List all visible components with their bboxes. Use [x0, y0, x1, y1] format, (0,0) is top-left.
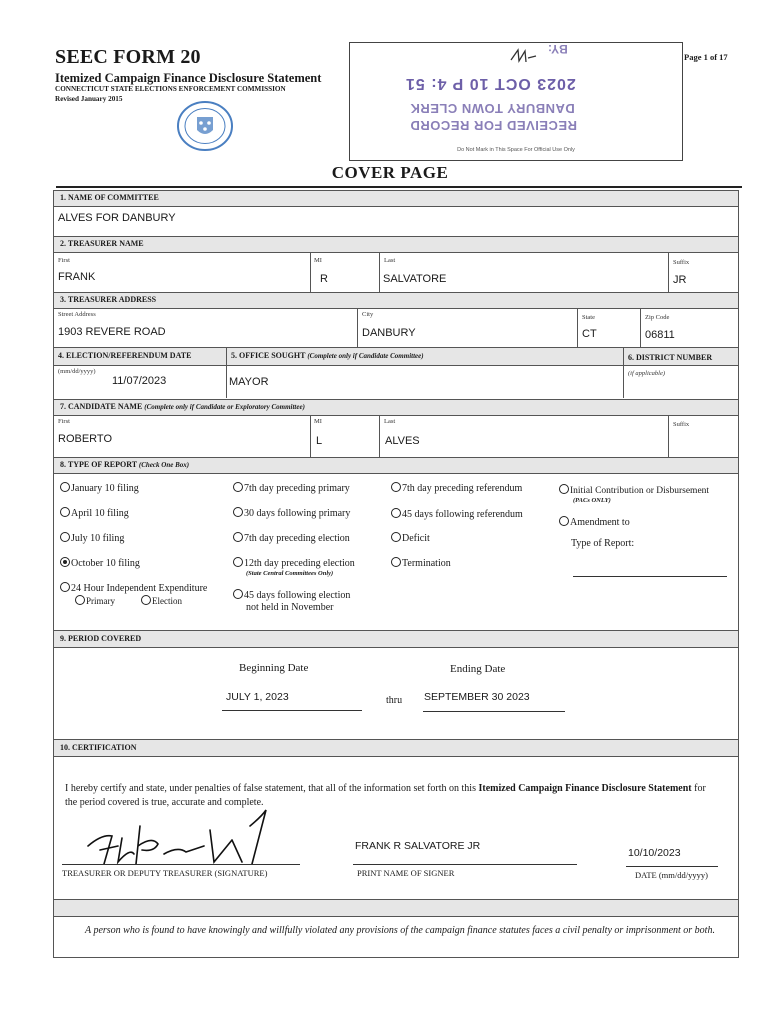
candidate-note: (Complete only if Candidate or Exploratory Committee) — [144, 403, 305, 411]
candidate-title: 7. CANDIDATE NAME — [60, 402, 143, 411]
radio-icon — [60, 582, 70, 592]
field-label-last: Last — [384, 418, 396, 425]
field-label-first: First — [58, 418, 70, 425]
radio-icon — [233, 532, 243, 542]
penalty-notice: A person who is found to have knowingly and willfully violated any provisions of the campaign finance statutes faces a civil penalty or imprisonment or both. — [85, 925, 715, 936]
title-rule — [56, 186, 742, 188]
option-label: Amendment to — [570, 517, 630, 528]
section-label-treasurer-name: 2. TREASURER NAME — [60, 239, 144, 248]
office-sought-title: 5. OFFICE SOUGHT — [231, 351, 306, 360]
section-label-period: 9. PERIOD COVERED — [60, 634, 142, 643]
date-format-hint: (mm/dd/yyyy) — [58, 368, 96, 375]
field-label-last: Last — [384, 257, 396, 264]
beginning-date-line — [222, 710, 362, 711]
option-amendment[interactable] — [559, 516, 630, 528]
radio-icon — [391, 532, 401, 542]
form-title: SEEC FORM 20 — [55, 46, 201, 68]
option-label: July 10 filing — [71, 533, 125, 544]
radio-icon — [75, 595, 85, 605]
signed-date-label: DATE (mm/dd/yyyy) — [635, 870, 708, 880]
option-deficit[interactable] — [391, 532, 430, 544]
option-october-10[interactable] — [60, 557, 140, 569]
option-label: January 10 filing — [71, 483, 139, 494]
amendment-type-line[interactable] — [573, 576, 727, 577]
divider — [668, 416, 669, 457]
option-label: 30 days following primary — [244, 508, 351, 519]
treasurer-suffix-field[interactable]: JR — [673, 274, 687, 286]
clerk-initials-icon — [508, 46, 538, 66]
street-address-field[interactable]: 1903 REVERE ROAD — [58, 326, 166, 338]
radio-icon — [559, 516, 569, 526]
signed-date-line — [626, 866, 718, 867]
option-7th-day-election[interactable] — [233, 532, 350, 544]
radio-icon — [559, 484, 569, 494]
option-label: Termination — [402, 558, 451, 569]
report-type-title: 8. TYPE OF REPORT — [60, 460, 137, 469]
option-label: 7th day preceding primary — [244, 483, 350, 494]
option-45-days-election-line2: not held in November — [246, 602, 334, 613]
field-label-suffix: Suffix — [673, 421, 690, 428]
radio-icon — [233, 557, 243, 567]
candidate-last-name-field[interactable]: ALVES — [385, 435, 420, 447]
radio-icon — [233, 507, 243, 517]
option-24-hour-independent[interactable] — [60, 582, 207, 594]
field-label-mi: MI — [314, 418, 322, 425]
official-use-note: Do Not Mark in This Space For Official Use Only — [457, 147, 575, 153]
page-number: Page 1 of 17 — [684, 52, 728, 62]
option-30-days-primary[interactable] — [233, 507, 350, 519]
option-label: Deficit — [402, 533, 430, 544]
beginning-date-field[interactable]: JULY 1, 2023 — [226, 691, 289, 703]
divider — [379, 416, 380, 457]
print-name-field[interactable]: FRANK R SALVATORE JR — [355, 840, 481, 852]
option-initial-contribution[interactable] — [559, 484, 709, 496]
cover-page-title: COVER PAGE — [331, 163, 449, 182]
state-central-note: (State Central Committees Only) — [246, 570, 334, 577]
option-label: Primary — [86, 596, 115, 606]
signature-label: TREASURER OR DEPUTY TREASURER (SIGNATURE) — [62, 868, 268, 878]
report-type-note: (Check One Box) — [138, 461, 190, 469]
signed-date-field[interactable]: 10/10/2023 — [628, 847, 681, 859]
option-label: 45 days following referendum — [402, 509, 523, 520]
divider — [623, 347, 624, 398]
option-45-days-election[interactable] — [233, 589, 350, 601]
form-subtitle: Itemized Campaign Finance Disclosure Statement — [55, 71, 322, 85]
agency-name: CONNECTICUT STATE ELECTIONS ENFORCEMENT COMMISSION — [55, 85, 286, 93]
beginning-date-label: Beginning Date — [239, 662, 309, 674]
option-label: 12th day preceding election — [244, 558, 355, 569]
option-election[interactable] — [141, 595, 182, 606]
candidate-first-name-field[interactable]: ROBERTO — [58, 433, 112, 445]
field-label-mi: MI — [314, 257, 322, 264]
city-field[interactable]: DANBURY — [362, 327, 416, 339]
section-band — [54, 739, 738, 757]
radio-icon — [141, 595, 151, 605]
stamp-by-label: BY: — [548, 42, 568, 56]
radio-icon — [60, 482, 70, 492]
option-7th-day-primary[interactable] — [233, 482, 350, 494]
field-label-first: First — [58, 257, 70, 264]
option-7th-day-referendum[interactable] — [391, 482, 522, 494]
section-label-election-date: 4. ELECTION/REFERENDUM DATE — [58, 351, 192, 360]
radio-icon — [391, 508, 401, 518]
divider — [640, 309, 641, 347]
stamp-received: RECEIVED FOR RECORD — [410, 118, 577, 133]
field-label-suffix: Suffix — [673, 259, 690, 266]
radio-checked-icon — [60, 557, 70, 567]
section-label-candidate — [60, 402, 305, 411]
ending-date-label: Ending Date — [450, 663, 506, 675]
thru-label: thru — [386, 695, 403, 706]
radio-icon — [391, 482, 401, 492]
revision-date: Revised January 2015 — [55, 95, 123, 103]
signature-line — [62, 864, 300, 865]
option-label: 7th day preceding referendum — [402, 483, 523, 494]
section-band — [54, 292, 738, 309]
stamp-date: 2023 OCT 10 P 4: 51 — [405, 75, 576, 92]
state-seal-icon — [176, 101, 234, 151]
option-label: Election — [152, 596, 182, 606]
pacs-only-note: (PACs ONLY) — [573, 497, 611, 504]
stamp-town-clerk: DANBURY TOWN CLERK — [410, 101, 575, 116]
divider — [310, 416, 311, 457]
section-band — [54, 236, 738, 253]
section-label-certification: 10. CERTIFICATION — [60, 743, 137, 752]
section-label-office-sought — [231, 351, 424, 360]
radio-icon — [391, 557, 401, 567]
section-label-report-type — [60, 460, 189, 469]
radio-icon — [60, 507, 70, 517]
ending-date-line — [423, 711, 565, 712]
divider — [668, 253, 669, 293]
cert-text-form-name: Itemized Campaign Finance Disclosure Statement — [478, 783, 692, 794]
option-label: 24 Hour Independent Expenditure — [71, 583, 208, 594]
print-name-line — [353, 864, 577, 865]
state-field[interactable]: CT — [582, 328, 597, 340]
field-label-state: State — [582, 314, 595, 321]
section-band — [54, 630, 738, 648]
option-april-10[interactable] — [60, 507, 129, 519]
section-band — [54, 899, 738, 917]
option-july-10[interactable] — [60, 532, 124, 544]
office-sought-field[interactable]: MAYOR — [229, 376, 269, 388]
option-45-days-referendum[interactable] — [391, 508, 523, 520]
section-label-treasurer-address: 3. TREASURER ADDRESS — [60, 295, 157, 304]
field-label-zip: Zip Code — [645, 314, 670, 321]
district-note: (if applicable) — [628, 370, 666, 377]
option-label: 7th day preceding election — [244, 533, 350, 544]
option-primary[interactable] — [75, 595, 115, 606]
field-label-city: City — [362, 311, 374, 318]
candidate-mi-field[interactable]: L — [316, 435, 323, 447]
treasurer-first-name-field[interactable]: FRANK — [58, 271, 96, 283]
divider — [577, 309, 578, 347]
treasurer-mi-field[interactable]: R — [320, 273, 328, 285]
option-label: April 10 filing — [71, 508, 129, 519]
option-12th-day-election[interactable] — [233, 557, 355, 569]
option-termination[interactable] — [391, 557, 451, 569]
print-name-label: PRINT NAME OF SIGNER — [357, 868, 455, 878]
divider — [357, 309, 358, 347]
option-label: 45 days following election — [244, 590, 351, 601]
option-label: Initial Contribution or Disbursement — [570, 486, 710, 496]
committee-name-field[interactable]: ALVES FOR DANBURY — [58, 212, 176, 224]
ending-date-field[interactable]: SEPTEMBER 30 2023 — [424, 691, 530, 703]
cert-text-a: I hereby certify and state, under penalties of false statement, that all of the information set forth on this — [65, 783, 479, 794]
signature-icon[interactable] — [82, 806, 282, 870]
treasurer-last-name-field[interactable]: SALVATORE — [383, 273, 447, 285]
option-january-10[interactable] — [60, 482, 139, 494]
field-label-street: Street Address — [58, 311, 96, 318]
radio-icon — [233, 589, 243, 599]
section-label-committee: 1. NAME OF COMMITTEE — [60, 193, 159, 202]
divider — [379, 253, 380, 293]
section-label-district: 6. DISTRICT NUMBER — [628, 353, 713, 362]
election-date-field[interactable]: 11/07/2023 — [112, 375, 167, 387]
option-label: October 10 filing — [71, 558, 140, 569]
radio-icon — [60, 532, 70, 542]
zip-code-field[interactable]: 06811 — [645, 329, 675, 341]
divider — [310, 253, 311, 293]
divider — [226, 347, 227, 398]
office-sought-note: (Complete only if Candidate Committee) — [307, 352, 424, 360]
cert-text-b: for the period covered is true, accurate and complete. — [65, 783, 706, 808]
amendment-type-label: Type of Report: — [571, 538, 635, 549]
radio-icon — [233, 482, 243, 492]
